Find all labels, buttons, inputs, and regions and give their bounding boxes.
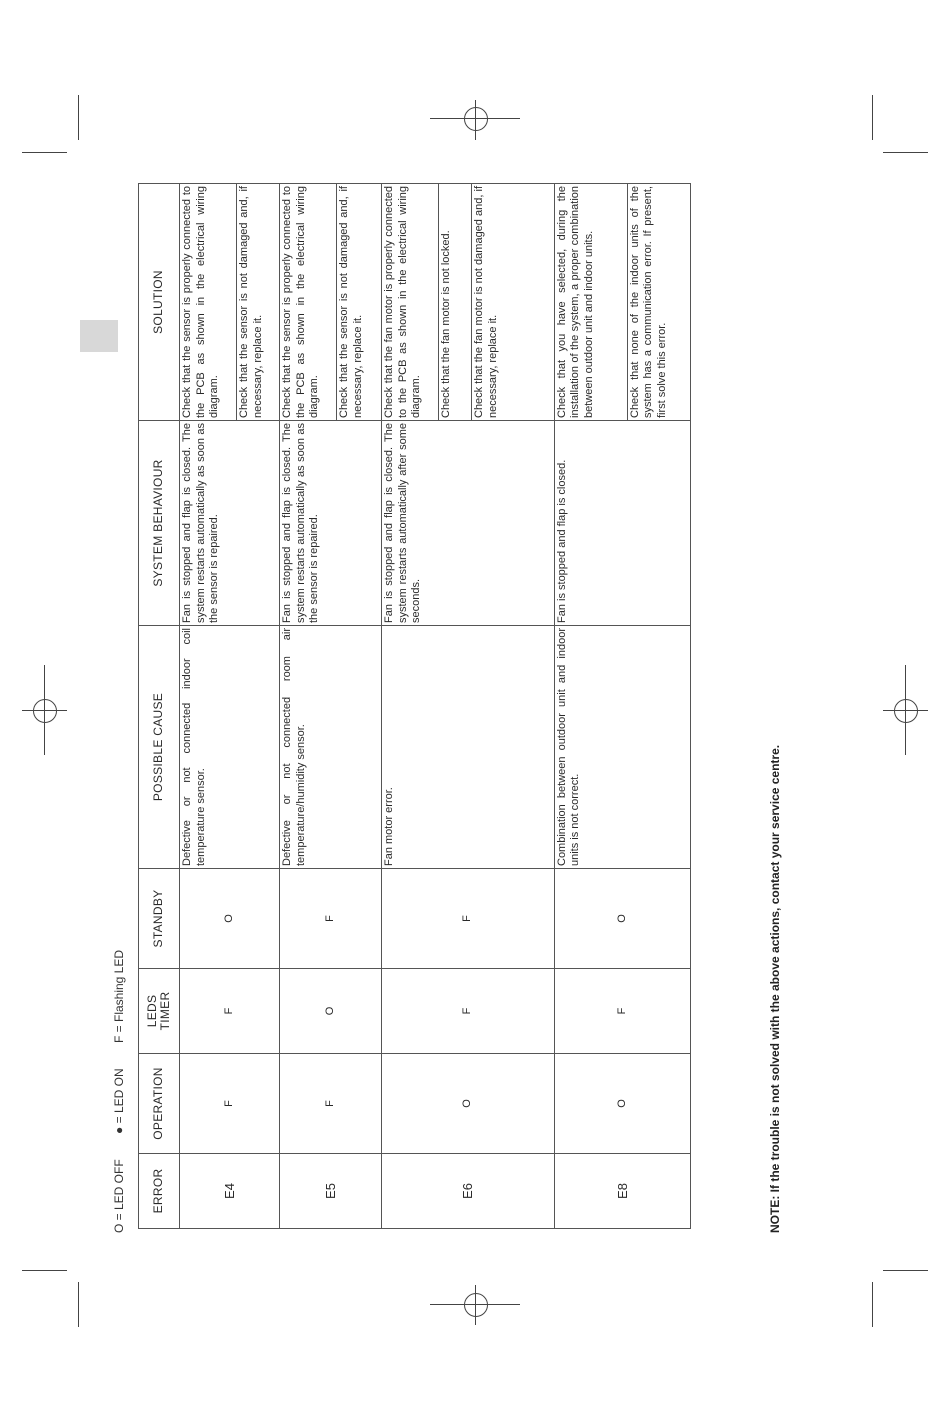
solution — [280, 184, 382, 421]
solution-step: Check that the sensor is properly connected to the PCB as shown in the electrical wiring diagram. — [181, 186, 220, 418]
registration-circle-icon — [464, 1293, 488, 1317]
error-table-container — [138, 184, 691, 1229]
system-behaviour — [382, 421, 554, 626]
led-standby: O — [180, 869, 280, 969]
system-behaviour — [180, 421, 280, 626]
header-operation: OPERATION — [139, 1054, 180, 1154]
crop-mark — [872, 95, 873, 140]
solution-step: Check that the fan motor is not locked. — [438, 184, 471, 420]
error-code: E8 — [554, 1154, 690, 1229]
solution-step: Check that none of the indoor units of the system has a communication error. If present, first solve this error. — [627, 184, 671, 420]
header-timer-label: TIMER — [158, 991, 172, 1031]
header-solution: SOLUTION — [139, 184, 180, 421]
table-header-row — [139, 184, 180, 1229]
system-behaviour-text: Fan is stopped and flap is closed. — [555, 459, 568, 623]
system-behaviour-text: Fan is stopped and flap is closed. The system restarts automatically as soon as the sensor is repaired. — [181, 423, 220, 623]
header-error: ERROR — [139, 1154, 180, 1229]
error-code: E6 — [382, 1154, 554, 1229]
registration-circle-icon — [894, 699, 918, 723]
table-row — [180, 184, 280, 1229]
solution-step: Check that the fan motor is not damaged and, if necessary, replace it. — [471, 184, 501, 420]
led-standby: O — [554, 869, 690, 969]
possible-cause — [382, 626, 554, 869]
led-timer: F — [382, 969, 554, 1054]
section-tab-marker — [80, 320, 118, 352]
table-row — [382, 184, 554, 1229]
solution-step: Check that the sensor is not damaged and, if necessary, replace it. — [336, 184, 366, 420]
possible-cause — [180, 626, 280, 869]
solution-step: Check that the sensor is properly connected to the PCB as shown in the electrical wiring diagram. — [281, 186, 321, 418]
table-row — [554, 184, 690, 1229]
possible-cause — [554, 626, 690, 869]
led-operation: O — [554, 1054, 690, 1154]
error-code: E4 — [180, 1154, 280, 1229]
possible-cause-text: Defective or not connected indoor coil temperature sensor. — [181, 628, 207, 866]
possible-cause-text: Defective or not connected room air temperature/humidity sensor. — [281, 628, 307, 866]
led-operation: O — [382, 1054, 554, 1154]
crop-mark — [883, 1270, 928, 1271]
solution — [180, 184, 280, 421]
led-timer: F — [180, 969, 280, 1054]
solution-step: Check that the sensor is not damaged and, if necessary, replace it. — [236, 184, 266, 420]
registration-circle-icon — [464, 107, 488, 131]
crop-mark — [78, 95, 79, 140]
header-timer — [139, 969, 180, 1054]
possible-cause-text: Combination between outdoor unit and indoor units is not correct. — [555, 628, 582, 866]
led-operation: F — [280, 1054, 382, 1154]
table-row — [280, 184, 382, 1229]
led-timer: F — [554, 969, 690, 1054]
system-behaviour-text: Fan is stopped and flap is closed. The system restarts automatically as soon as the sensor is repaired. — [281, 423, 321, 623]
solution — [382, 184, 554, 421]
registration-circle-icon — [33, 699, 57, 723]
system-behaviour — [554, 421, 690, 626]
legend-led-on: ● = LED ON — [112, 1068, 126, 1134]
solution-step: Check that the fan motor is properly connected to the PCB as shown in the electrical wiring diagram. — [383, 186, 423, 418]
service-note: NOTE: If the trouble is not solved with the above actions, contact your service centre. — [768, 744, 782, 1233]
led-legend — [112, 928, 126, 1233]
possible-cause-text: Fan motor error. — [383, 787, 396, 866]
crop-mark — [22, 1270, 67, 1271]
header-cause: POSSIBLE CAUSE — [139, 626, 180, 869]
led-standby: F — [280, 869, 382, 969]
possible-cause — [280, 626, 382, 869]
crop-mark — [78, 1282, 79, 1327]
legend-led-flashing: F = Flashing LED — [112, 949, 126, 1044]
header-leds-group: LEDS — [145, 994, 159, 1028]
header-behaviour: SYSTEM BEHAVIOUR — [139, 421, 180, 626]
crop-mark — [883, 152, 928, 153]
led-operation: F — [180, 1054, 280, 1154]
crop-mark — [872, 1282, 873, 1327]
error-code: E5 — [280, 1154, 382, 1229]
led-timer: O — [280, 969, 382, 1054]
led-standby: F — [382, 869, 554, 969]
solution — [554, 184, 690, 421]
system-behaviour — [280, 421, 382, 626]
error-table — [138, 183, 691, 1229]
solution-step: Check that you have selected, during the installation of the system, a proper combination between outdoor unit and indoor units. — [555, 186, 595, 418]
header-standby: STANDBY — [139, 869, 180, 969]
crop-mark — [22, 152, 67, 153]
legend-led-off: O = LED OFF — [112, 1159, 126, 1233]
system-behaviour-text: Fan is stopped and flap is closed. The system restarts automatically after some seconds. — [383, 423, 423, 623]
